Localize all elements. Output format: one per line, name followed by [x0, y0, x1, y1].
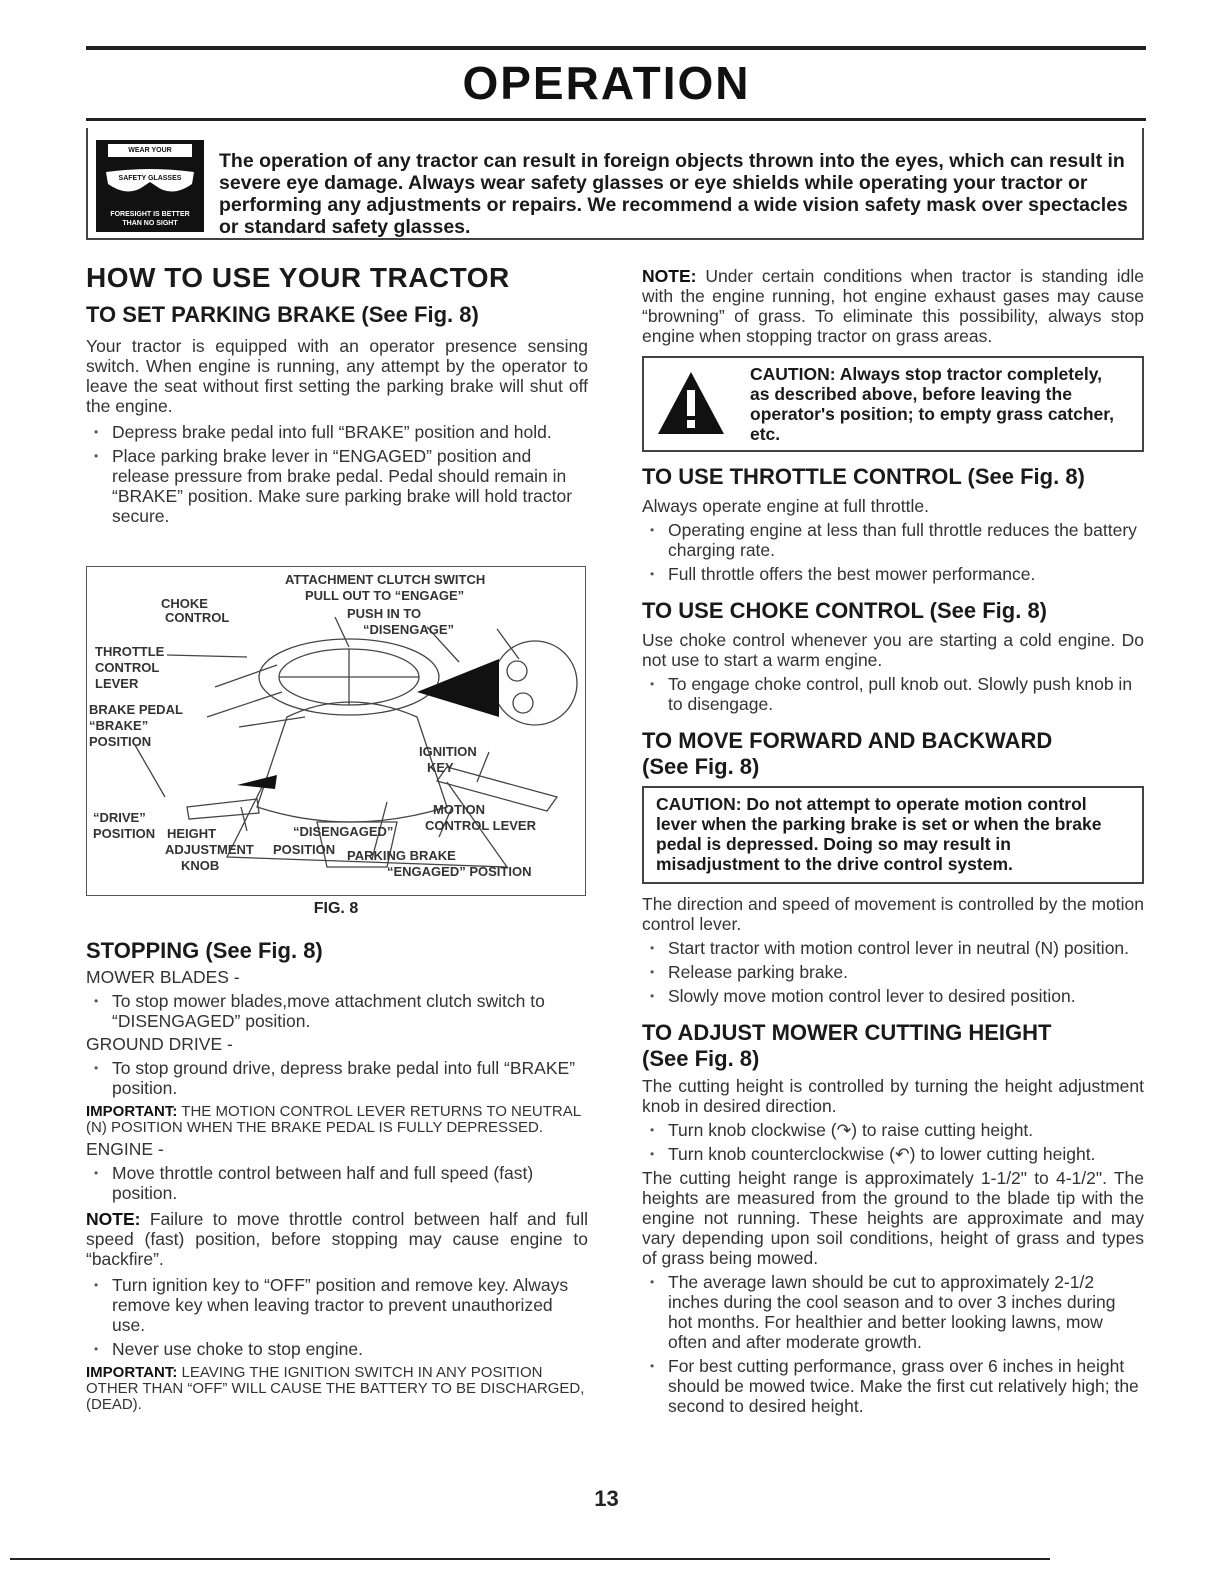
title-rule [86, 118, 1146, 121]
throttle-bullet-2: • Full throttle offers the best mower performance. [642, 564, 1144, 584]
important-note-2: IMPORTANT: LEAVING THE IGNITION SWITCH IN ANY POSITION OTHER THAN “OFF” WILL CAUSE THE BATTERY TO BE DISCHARGED, (DEAD). [86, 1364, 585, 1413]
height-intro: The cutting height is controlled by turning the height adjustment knob in desired direction. [642, 1076, 1144, 1116]
icon-text-foresight: FORESIGHT IS BETTER THAN NO SIGHT [110, 211, 190, 227]
figure-8-box [86, 566, 586, 896]
label-adjustment: ADJUSTMENT [165, 842, 254, 857]
backfire-note: NOTE: Failure to move throttle control between half and full speed (fast) position, before stopping may cause engine to “backfire”. [86, 1209, 588, 1269]
warning-triangle-icon [656, 370, 726, 436]
move-intro: The direction and speed of movement is controlled by the motion control lever. [642, 894, 1144, 934]
right-column [642, 266, 1144, 1416]
counterclockwise-arrow-icon: ↶ [894, 1144, 910, 1164]
parking-bullet-1: • Depress brake pedal into full “BRAKE” position and hold. [86, 422, 588, 442]
label-throttle: THROTTLE [95, 644, 165, 659]
icon-text-wear-your: WEAR YOUR [108, 144, 192, 157]
label-choke-control: CONTROL [165, 610, 230, 625]
height-bullet-best: • For best cutting performance, grass over 6 inches in height should be mowed twice. Make the first cut relatively high; the second to desired height. [642, 1356, 1144, 1416]
height-bullet-average: • The average lawn should be cut to approximately 2-1/2 inches during the cool season and to over 3 inches during hot months. For healthier and better looking lawns, mow often and after moderate growth. [642, 1272, 1144, 1352]
label-motion-control-lever: CONTROL LEVER [425, 818, 536, 833]
exhaust-note: NOTE: Under certain conditions when tractor is standing idle with the engine running, hot engine exhaust gases may cause “browning” of grass. To eliminate this possibility, always stop engine when stopping tractor on grass areas. [642, 266, 1144, 346]
choke-bullet: • Never use choke to stop engine. [86, 1339, 588, 1359]
page-number: 13 [594, 1486, 619, 1511]
move-bullet-1: • Start tractor with motion control lever in neutral (N) position. [642, 938, 1144, 958]
label-key: KEY [427, 760, 454, 775]
heading-choke: TO USE CHOKE CONTROL (See Fig. 8) [642, 598, 1048, 623]
mower-blades-label: MOWER BLADES - [86, 967, 240, 987]
heading-parking-brake: TO SET PARKING BRAKE (See Fig. 8) [86, 302, 479, 327]
tractor-controls-illustration [87, 567, 584, 894]
caution-text-motion-control: CAUTION: Do not attempt to operate motion control lever when the parking brake is set or when the brake pedal is depressed. Doing so may result in misadjustment to the drive control system. [656, 794, 1102, 874]
caution-box-motion-control [642, 786, 1144, 884]
heading-throttle: TO USE THROTTLE CONTROL (See Fig. 8) [642, 464, 1085, 489]
label-motion: MOTION [433, 802, 485, 817]
label-choke: CHOKE [161, 596, 208, 611]
bottom-rule [10, 1558, 1050, 1560]
ignition-bullet: • Turn ignition key to “OFF” position and remove key. Always remove key when leaving tractor to prevent unauthorized use. [86, 1275, 588, 1335]
move-bullet-3: • Slowly move motion control lever to desired position. [642, 986, 1144, 1006]
label-height: HEIGHT [167, 826, 217, 841]
label-throttle-control: CONTROL [95, 660, 160, 675]
caution-box-stop-tractor [642, 356, 1144, 452]
label-drive-position: POSITION [93, 826, 156, 841]
goggles-graphic [100, 164, 200, 204]
left-column-bottom [86, 938, 588, 1413]
svg-text:SAFETY GLASSES: SAFETY GLASSES [118, 175, 182, 182]
label-engaged-position: “ENGAGED” POSITION [387, 864, 532, 879]
figure-caption: FIG. 8 [313, 900, 359, 917]
ground-bullet: • To stop ground drive, depress brake pedal into full “BRAKE” position. [86, 1058, 588, 1098]
throttle-intro: Always operate engine at full throttle. [642, 496, 929, 516]
heading-move-line2: (See Fig. 8) [642, 754, 760, 779]
throttle-bullet-1: • Operating engine at less than full throttle reduces the battery charging rate. [642, 520, 1144, 560]
heading-move-line1: TO MOVE FORWARD AND BACKWARD [642, 728, 1053, 753]
clockwise-arrow-icon: ↷ [836, 1120, 852, 1140]
height-bullet-clockwise: • Turn knob clockwise (↷) to raise cutting height. [642, 1120, 1144, 1140]
left-column-top [86, 262, 588, 526]
label-pull-out: PULL OUT TO “ENGAGE” [305, 588, 465, 603]
top-rule [86, 46, 1146, 50]
heading-height-line2: (See Fig. 8) [642, 1046, 760, 1071]
label-attachment-clutch: ATTACHMENT CLUTCH SWITCH [285, 572, 486, 587]
safety-glasses-icon [96, 140, 204, 232]
ground-drive-label: GROUND DRIVE - [86, 1034, 233, 1054]
mower-bullet: • To stop mower blades,move attachment clutch switch to “DISENGAGED” position. [86, 991, 588, 1031]
label-parking-brake: PARKING BRAKE [347, 848, 456, 863]
label-drive: “DRIVE” [93, 810, 146, 825]
engine-label: ENGINE - [86, 1139, 164, 1159]
parking-intro: Your tractor is equipped with an operator presence sensing switch. When engine is running, any attempt by the operator to leave the seat without first setting the parking brake will shut off the engine. [86, 336, 588, 416]
parking-bullet-2: • Place parking brake lever in “ENGAGED” position and release pressure from brake pedal. Pedal should remain in “BRAKE” position. Make sure parking brake will hold tractor secure. [86, 446, 588, 526]
important-note-1: IMPORTANT: THE MOTION CONTROL LEVER RETURNS TO NEUTRAL (N) POSITION WHEN THE BRAKE PEDAL IS FULLY DEPRESSED. [86, 1103, 581, 1136]
section-heading-how-to-use: HOW TO USE YOUR TRACTOR [86, 262, 510, 293]
engine-bullet: • Move throttle control between half and full speed (fast) position. [86, 1163, 588, 1203]
label-brake-quoted: “BRAKE” [89, 718, 149, 733]
label-brake-position: POSITION [89, 734, 152, 749]
label-push-in: PUSH IN TO [347, 606, 422, 621]
label-knob: KNOB [181, 858, 220, 873]
label-throttle-lever: LEVER [95, 676, 139, 691]
height-range-paragraph: The cutting height range is approximately 1-1/2" to 4-1/2". The heights are measured from the ground to the blade tip with the engine not running. These heights are approximate and may vary depending upon soil conditions, height of grass and types of grass being mowed. [642, 1168, 1144, 1268]
height-bullet-counterclockwise: • Turn knob counterclockwise (↶) to lower cutting height. [642, 1144, 1144, 1164]
heading-stopping: STOPPING (See Fig. 8) [86, 938, 323, 963]
label-disengaged-position: POSITION [273, 842, 336, 857]
choke-intro: Use choke control whenever you are starting a cold engine. Do not use to start a warm engine. [642, 630, 1144, 670]
label-ignition: IGNITION [419, 744, 477, 759]
page-title: OPERATION [462, 57, 751, 109]
label-brake-pedal: BRAKE PEDAL [89, 702, 183, 717]
heading-height-line1: TO ADJUST MOWER CUTTING HEIGHT [642, 1020, 1052, 1045]
caution-text-stop-tractor: CAUTION: Always stop tractor completely, as described above, before leaving the operator's position; to empty grass catcher, etc. [750, 364, 1114, 444]
label-disengage: “DISENGAGE” [363, 622, 455, 637]
move-bullet-2: • Release parking brake. [642, 962, 1144, 982]
safety-warning-text: The operation of any tractor can result in foreign objects thrown into the eyes, which can result in severe eye damage. Always wear safety glasses or eye shields while operating your tractor or performing any adjustments or repairs. We recommend a wide vision safety mask over spectacles or standard safety glasses. [219, 150, 1128, 238]
choke-bullet-1: • To engage choke control, pull knob out. Slowly push knob in to disengage. [642, 674, 1144, 714]
label-disengaged: “DISENGAGED” [293, 824, 394, 839]
